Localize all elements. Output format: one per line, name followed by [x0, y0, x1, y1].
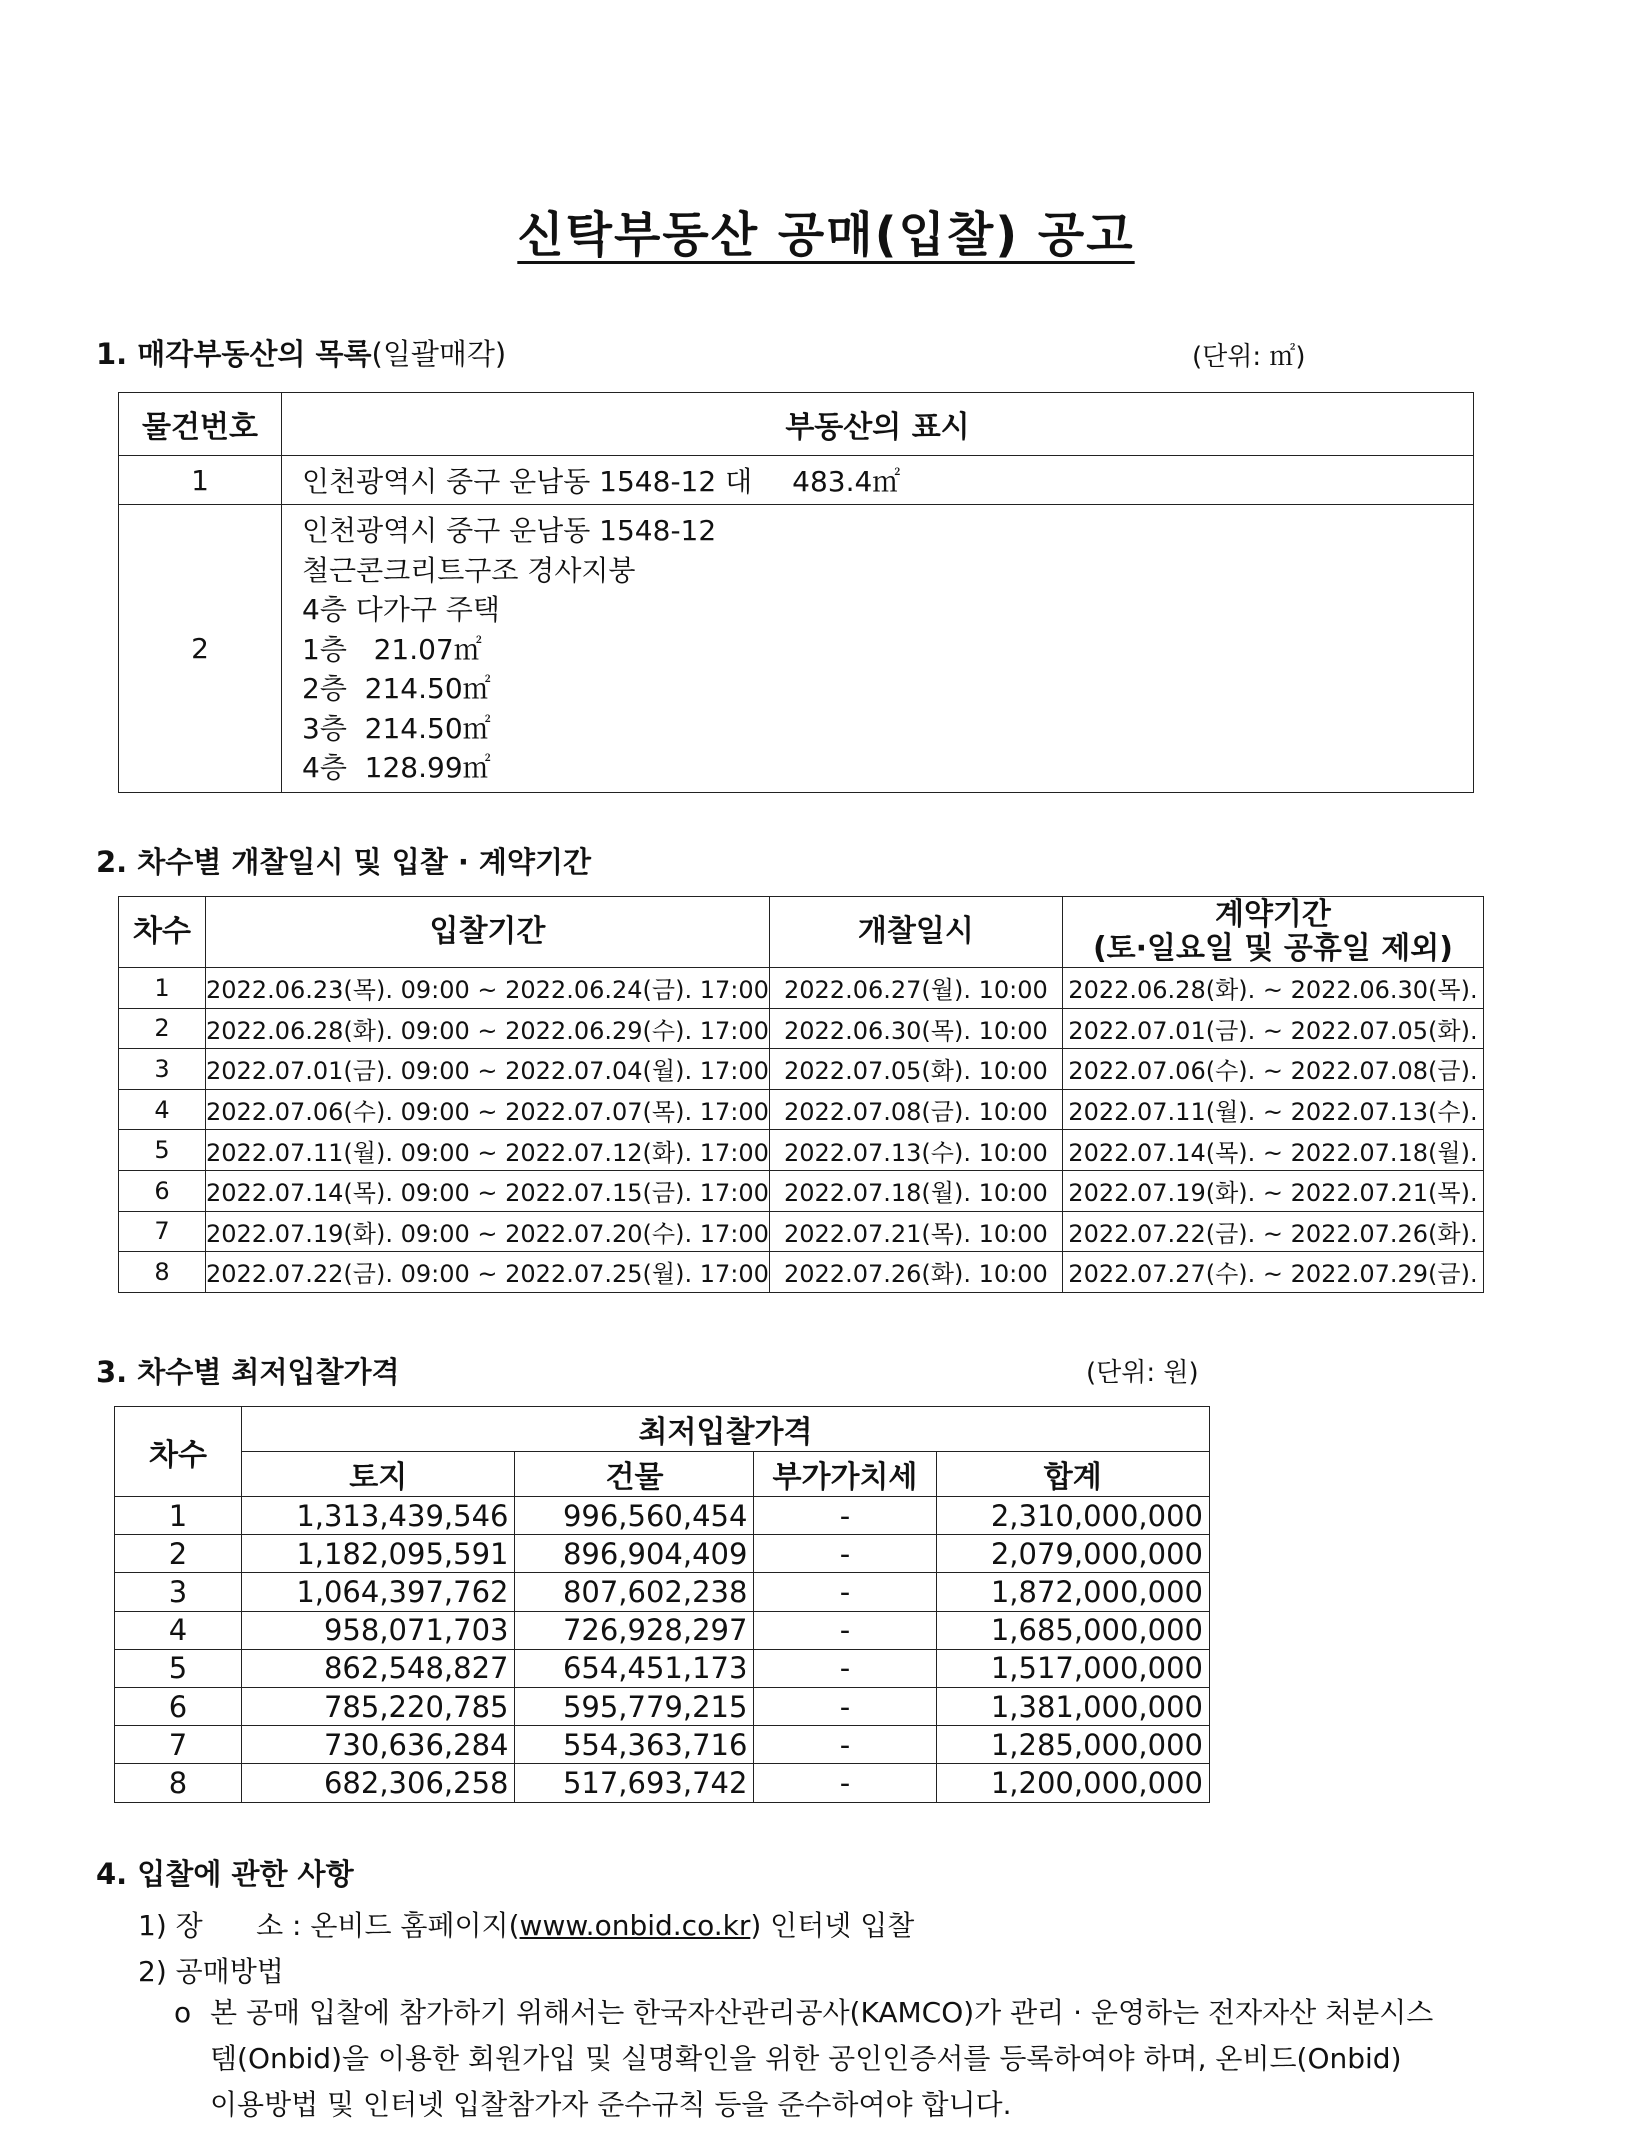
round-number: 2	[119, 1008, 206, 1049]
land-price: 785,220,785	[242, 1687, 515, 1725]
vat: -	[754, 1573, 936, 1611]
header-vat: 부가가치세	[754, 1452, 936, 1497]
vat: -	[754, 1726, 936, 1764]
contract-period: 2022.07.22(금). ~ 2022.07.26(화).	[1062, 1211, 1483, 1252]
header-opening-date: 개찰일시	[769, 897, 1062, 968]
page-title: 신탁부동산 공매(입찰) 공고	[517, 207, 1135, 263]
contract-period: 2022.07.11(월). ~ 2022.07.13(수).	[1062, 1089, 1483, 1130]
table-row	[115, 1611, 1210, 1649]
round-number: 6	[115, 1687, 242, 1725]
land-price: 1,182,095,591	[242, 1535, 515, 1573]
building-price: 996,560,454	[515, 1497, 754, 1535]
table-row	[115, 1535, 1210, 1573]
building-price: 654,451,173	[515, 1649, 754, 1687]
opening-datetime: 2022.07.13(수). 10:00	[769, 1130, 1062, 1171]
table-row	[115, 1497, 1210, 1535]
table-row	[115, 1726, 1210, 1764]
total-price: 1,872,000,000	[936, 1573, 1210, 1611]
land-price: 682,306,258	[242, 1764, 515, 1802]
vat: -	[754, 1649, 936, 1687]
building-price: 517,693,742	[515, 1764, 754, 1802]
contract-period: 2022.06.28(화). ~ 2022.06.30(목).	[1062, 968, 1483, 1009]
bid-period: 2022.06.23(목). 09:00 ~ 2022.06.24(금). 17:00	[206, 968, 770, 1009]
bullet-marker: o	[174, 1996, 192, 2029]
round-number: 8	[119, 1252, 206, 1293]
land-price: 730,636,284	[242, 1726, 515, 1764]
building-price: 807,602,238	[515, 1573, 754, 1611]
table-row	[115, 1687, 1210, 1725]
land-price: 862,548,827	[242, 1649, 515, 1687]
total-price: 1,285,000,000	[936, 1726, 1210, 1764]
total-price: 1,200,000,000	[936, 1764, 1210, 1802]
round-number: 4	[115, 1611, 242, 1649]
bid-period: 2022.07.06(수). 09:00 ~ 2022.07.07(목). 17:00	[206, 1089, 770, 1130]
round-number: 1	[115, 1497, 242, 1535]
property-description: 인천광역시 중구 운남동 1548-12 대 483.4㎡	[282, 456, 1474, 505]
contract-period: 2022.07.14(목). ~ 2022.07.18(월).	[1062, 1130, 1483, 1171]
bid-period: 2022.07.01(금). 09:00 ~ 2022.07.04(월). 17:00	[206, 1049, 770, 1090]
round-number: 2	[115, 1535, 242, 1573]
header-land: 토지	[242, 1452, 515, 1497]
round-number: 1	[119, 968, 206, 1009]
section-4-heading: 4. 입찰에 관한 사항	[96, 1857, 354, 1891]
header-building: 건물	[515, 1452, 754, 1497]
header-round: 차수	[115, 1407, 242, 1497]
table-row	[119, 968, 1484, 1009]
vat: -	[754, 1687, 936, 1725]
round-number: 7	[119, 1211, 206, 1252]
round-number: 5	[119, 1130, 206, 1171]
round-number: 3	[119, 1049, 206, 1090]
round-number: 6	[119, 1170, 206, 1211]
vat: -	[754, 1611, 936, 1649]
round-number: 8	[115, 1764, 242, 1802]
minimum-price-table	[114, 1406, 1210, 1803]
contract-period: 2022.07.27(수). ~ 2022.07.29(금).	[1062, 1252, 1483, 1293]
vat: -	[754, 1497, 936, 1535]
opening-datetime: 2022.07.18(월). 10:00	[769, 1170, 1062, 1211]
bid-period: 2022.07.14(목). 09:00 ~ 2022.07.15(금). 17:00	[206, 1170, 770, 1211]
round-number: 4	[119, 1089, 206, 1130]
total-price: 1,685,000,000	[936, 1611, 1210, 1649]
section-1-heading: 1. 매각부동산의 목록(일괄매각)	[96, 337, 507, 371]
header-contract-period: 계약기간 (토·일요일 및 공휴일 제외)	[1062, 897, 1483, 968]
table-row	[119, 1252, 1484, 1293]
header-minimum-price: 최저입찰가격	[242, 1407, 1210, 1452]
table-row	[115, 1649, 1210, 1687]
section-2-heading: 2. 차수별 개찰일시 및 입찰 · 계약기간	[96, 845, 591, 879]
table-row	[119, 1211, 1484, 1252]
onbid-link[interactable]: www.onbid.co.kr	[519, 1909, 751, 1942]
auction-method-paragraph: o 본 공매 입찰에 참가하기 위해서는 한국자산관리공사(KAMCO)가 관리 · 운영하는 전자자산 처분시스 템(Onbid)을 이용한 회원가입 및 실명확인을 위한 공인인증서를 등록하여야 하며, 온비드(Onbid) 이용방법 및 인터넷 입찰참가자 준수규칙 등을 준수하여야 합니다.	[210, 1990, 1510, 2128]
round-number: 7	[115, 1726, 242, 1764]
total-price: 2,079,000,000	[936, 1535, 1210, 1573]
table-row	[115, 1573, 1210, 1611]
vat: -	[754, 1535, 936, 1573]
opening-datetime: 2022.07.08(금). 10:00	[769, 1089, 1062, 1130]
table-row	[119, 1008, 1484, 1049]
contract-period: 2022.07.19(화). ~ 2022.07.21(목).	[1062, 1170, 1483, 1211]
section-3-heading: 3. 차수별 최저입찰가격	[96, 1355, 400, 1389]
header-item-number: 물건번호	[119, 393, 282, 456]
bid-period: 2022.06.28(화). 09:00 ~ 2022.06.29(수). 17:00	[206, 1008, 770, 1049]
bid-period: 2022.07.19(화). 09:00 ~ 2022.07.20(수). 17:00	[206, 1211, 770, 1252]
contract-period: 2022.07.06(수). ~ 2022.07.08(금).	[1062, 1049, 1483, 1090]
property-list-table	[118, 392, 1474, 793]
building-price: 896,904,409	[515, 1535, 754, 1573]
opening-datetime: 2022.06.30(목). 10:00	[769, 1008, 1062, 1049]
round-number: 5	[115, 1649, 242, 1687]
land-price: 958,071,703	[242, 1611, 515, 1649]
opening-datetime: 2022.06.27(월). 10:00	[769, 968, 1062, 1009]
opening-datetime: 2022.07.05(화). 10:00	[769, 1049, 1062, 1090]
header-total: 합계	[936, 1452, 1210, 1497]
total-price: 1,381,000,000	[936, 1687, 1210, 1725]
table-row	[119, 1089, 1484, 1130]
auction-method-item: 2) 공매방법	[138, 1955, 284, 1988]
land-price: 1,313,439,546	[242, 1497, 515, 1535]
bid-period: 2022.07.22(금). 09:00 ~ 2022.07.25(월). 17:00	[206, 1252, 770, 1293]
section-1-unit: (단위: ㎡)	[1192, 342, 1306, 372]
land-price: 1,064,397,762	[242, 1573, 515, 1611]
building-price: 595,779,215	[515, 1687, 754, 1725]
schedule-table	[118, 896, 1484, 1293]
table-row	[119, 1170, 1484, 1211]
opening-datetime: 2022.07.21(목). 10:00	[769, 1211, 1062, 1252]
table-row	[119, 1049, 1484, 1090]
property-description: 인천광역시 중구 운남동 1548-12 철근콘크리트구조 경사지붕 4층 다가구 주택 1층 21.07㎡ 2층 214.50㎡ 3층 214.50㎡ 4층 128.99㎡	[282, 505, 1474, 793]
opening-datetime: 2022.07.26(화). 10:00	[769, 1252, 1062, 1293]
bid-period: 2022.07.11(월). 09:00 ~ 2022.07.12(화). 17:00	[206, 1130, 770, 1171]
table-row	[119, 1130, 1484, 1171]
bid-location-item: 1) 장 소 : 온비드 홈페이지(www.onbid.co.kr) 인터넷 입찰	[138, 1909, 915, 1942]
building-price: 554,363,716	[515, 1726, 754, 1764]
building-price: 726,928,297	[515, 1611, 754, 1649]
item-number: 2	[119, 505, 282, 793]
header-property-description: 부동산의 표시	[282, 393, 1474, 456]
header-round: 차수	[119, 897, 206, 968]
total-price: 2,310,000,000	[936, 1497, 1210, 1535]
vat: -	[754, 1764, 936, 1802]
item-number: 1	[119, 456, 282, 505]
table-row	[119, 456, 1474, 505]
round-number: 3	[115, 1573, 242, 1611]
contract-period: 2022.07.01(금). ~ 2022.07.05(화).	[1062, 1008, 1483, 1049]
total-price: 1,517,000,000	[936, 1649, 1210, 1687]
table-row	[115, 1764, 1210, 1802]
table-row	[119, 505, 1474, 793]
header-bid-period: 입찰기간	[206, 897, 770, 968]
section-3-unit: (단위: 원)	[1086, 1358, 1199, 1388]
